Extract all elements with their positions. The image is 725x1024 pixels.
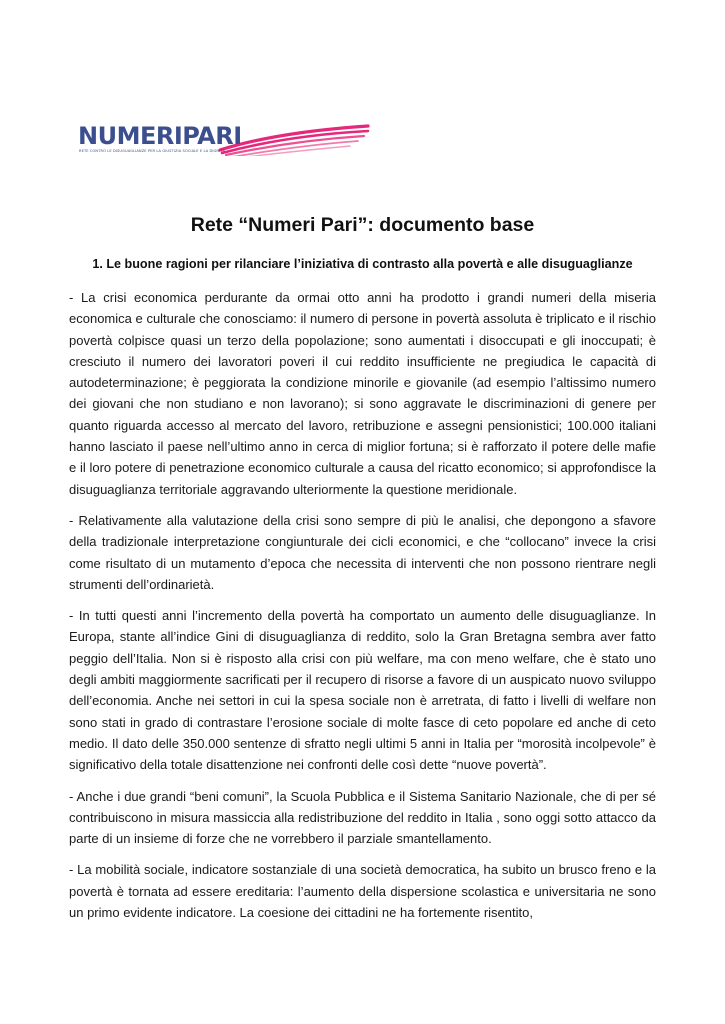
section-heading: 1. Le buone ragioni per rilanciare l’iniziativa di contrasto alla povertà e alle disuguaglianze (92, 257, 633, 271)
numeripari-logo (78, 122, 298, 162)
logo-tagline: RETE CONTRO LE DISUGUAGLIANZE PER LA GIUSTIZIA SOCIALE E LA DIGNITÀ (79, 149, 225, 153)
paragraph: - La mobilità sociale, indicatore sostanziale di una società democratica, ha subito un brusco freno e la povertà è tornata ad essere ereditaria: l’aumento della dispersione scolastica e universitaria ne sono un primo evidente indicatore. La coesione dei cittadini ne ha fortemente risentito, (69, 862, 656, 921)
paragraph: - Relativamente alla valutazione della crisi sono sempre di più le analisi, che depongono a sfavore della tradizionale interpretazione congiunturale dei cicli economici, e che “collocano” invece la crisi come risultato di un mutamento d’epoca che necessita di interventi che non possono rientrare negli strumenti dell’ordinarietà. (69, 512, 656, 592)
logo-wordmark: NUMERIPARI (78, 122, 242, 150)
paragraph: - Anche i due grandi “beni comuni”, la Scuola Pubblica e il Sistema Sanitario Nazionale, che di per sé contribuiscono in misura massiccia alla redistribuzione del reddito in Italia , sono oggi sotto attacco da parte di un insieme di forze che ne vorrebbero il parziale smantellamento. (69, 788, 656, 847)
document-body (69, 287, 656, 933)
paragraph: - La crisi economica perdurante da ormai otto anni ha prodotto i grandi numeri della miseria economica e culturale che conosciamo: il numero di persone in povertà assoluta è triplicato e il rischio povertà colpisce quasi un terzo della popolazione; sono aumentati i disoccupati e gli inoccupati; è cresciuto il numero dei lavoratori poveri il cui reddito insufficiente ne pregiudica le capacità di autodeterminazione; è peggiorata la condizione minorile e giovanile (ad esempio l’altissimo numero dei giovani che non studiano e non lavorano); si sono aggravate le discriminazioni di genere per quanto riguarda accesso al mercato del lavoro, retribuzione e assegni pensionistici; 100.000 italiani hanno lasciato il paese nell’ultimo anno in cerca di miglior fortuna; si è rafforzato il potere delle mafie e il loro potere di penetrazione economico culturale a causa del ricatto economico; si approfondisce la disuguaglianza territoriale aggravando ulteriormente la questione meridionale. (69, 290, 656, 497)
document-title: Rete “Numeri Pari”: documento base (190, 214, 535, 236)
paragraph: - In tutti questi anni l’incremento della povertà ha comportato un aumento delle disuguaglianze. In Europa, stante all’indice Gini di disuguaglianza di reddito, solo la Gran Bretagna sembra aver fatto peggio dell’Italia. Non si è risposto alla crisi con più welfare, ma con meno welfare, che è stato uno degli ambiti maggiormente sacrificati per il recupero di risorse a favore di un auspicato nuovo sviluppo dell’economia. Anche nei settori in cui la spesa sociale non è arretrata, di fatto i livelli di welfare non sono stati in grado di contrastare l’erosione sociale di molte fasce di ceto popolare ed anche di ceto medio. Il dato delle 350.000 sentenze di sfratto negli ultimi 5 anni in Italia per “morosità incolpevole” è significativo della totale disattenzione nei confronti delle così dette “nuove povertà”. (69, 608, 656, 773)
